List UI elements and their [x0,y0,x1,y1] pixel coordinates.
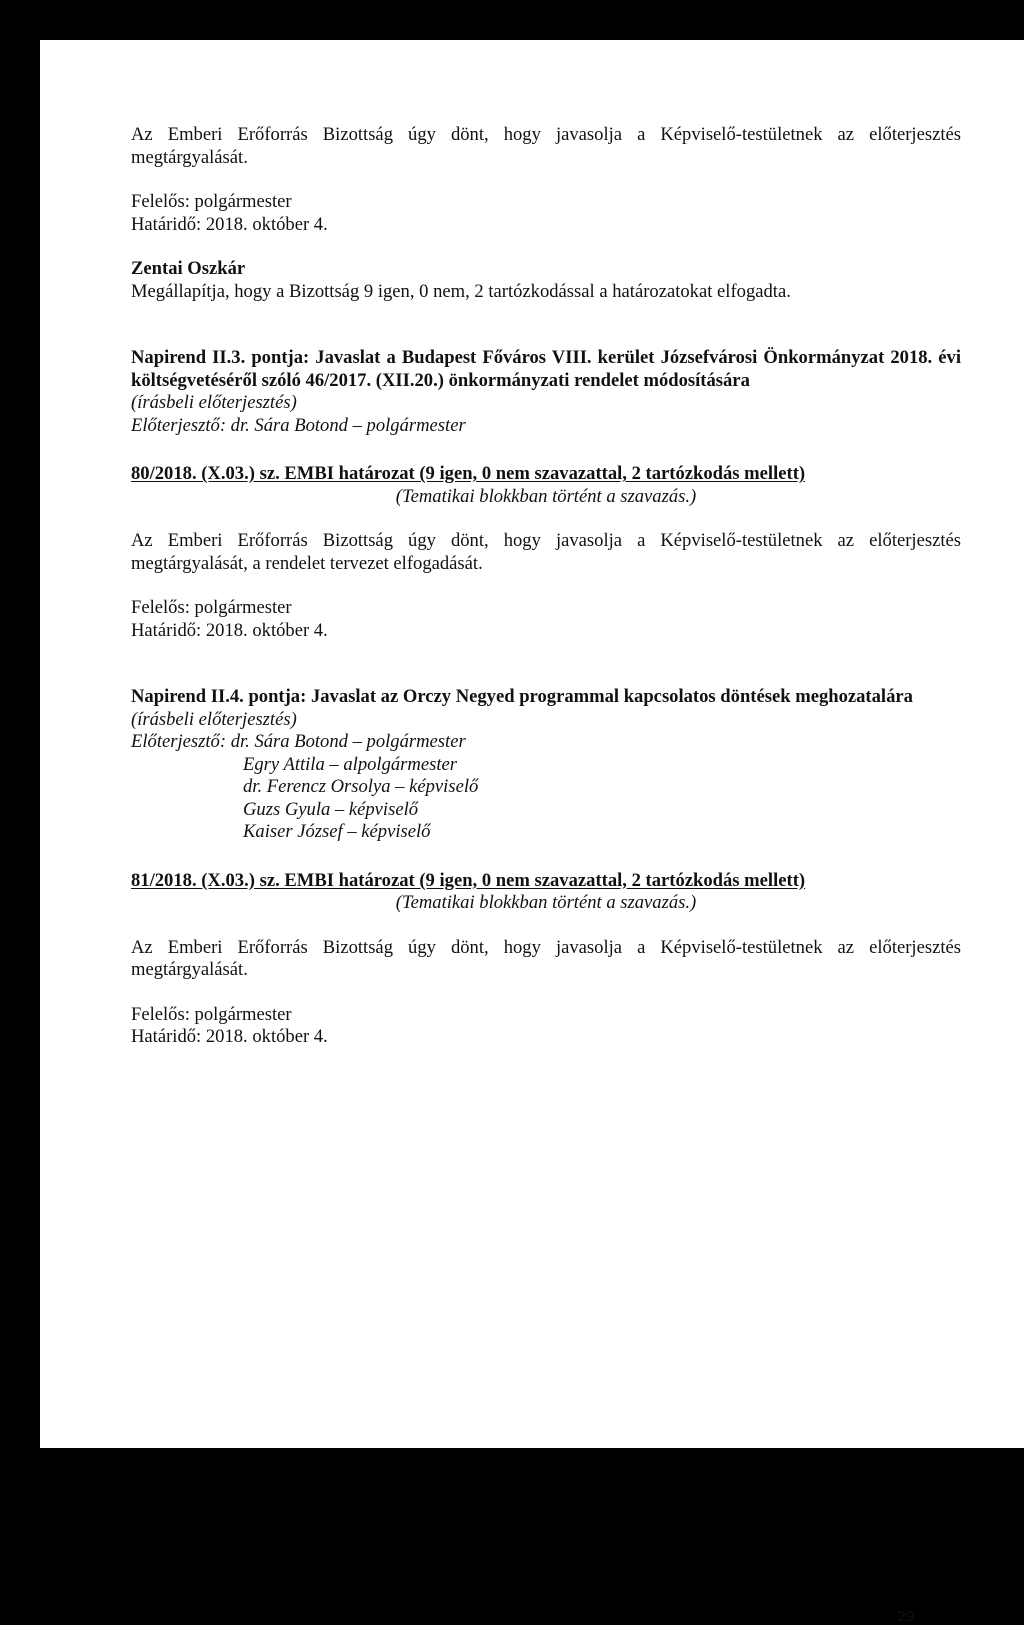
speaker-statement: Megállapítja, hogy a Bizottság 9 igen, 0 nem, 2 tartózkodással a határozatokat elfogadta. [131,280,791,302]
presenter-list [131,754,961,844]
deadline-line: Határidő: 2018. október 4. [131,1026,328,1047]
decision-paragraph: Az Emberi Erőforrás Bizottság úgy dönt, hogy javasolja a Képviselő-testületnek az előterjesztés megtárgyalását. [131,124,961,168]
resolution-title: 81/2018. (X.03.) sz. EMBI határozat (9 igen, 0 nem szavazattal, 2 tartózkodás mellett) [131,869,806,891]
presenter-entry: dr. Sára Botond – polgármester [230,731,466,752]
presenter-entry: dr. Ferencz Orsolya – képviselő [243,776,479,797]
resolution-note: (Tematikai blokkban történt a szavazás.) [395,892,697,913]
decision-paragraph: Az Emberi Erőforrás Bizottság úgy dönt, hogy javasolja a Képviselő-testületnek az előterjesztés megtárgyalását, a rendelet tervezet elfogadását. [131,530,961,574]
submission-type: (írásbeli előterjesztés) [131,708,297,730]
submission-type: (írásbeli előterjesztés) [131,392,297,413]
document-page [40,40,1024,1625]
page-content [131,124,961,1049]
presenter-line: Előterjesztő: dr. Sára Botond – polgármester [131,414,466,436]
presenter-block [131,731,961,754]
presenter-entry: Egry Attila – alpolgármester [243,753,457,775]
presenter-entry: Kaiser József – képviselő [243,821,431,842]
resolution-title: 80/2018. (X.03.) sz. EMBI határozat (9 igen, 0 nem szavazattal, 2 tartózkodás mellett) [131,463,806,484]
deadline-line: Határidő: 2018. október 4. [131,213,328,235]
agenda-item-heading: Napirend II.3. pontja: Javaslat a Budapest Főváros VIII. kerület Józsefvárosi Önkormányzat 2018. évi költségvetéséről szóló 46/2017. (XII.20.) önkormányzati rendelet módosítására [131,347,961,391]
speaker-name: Zentai Oszkár [131,258,246,279]
page-number: 29 [897,1608,914,1625]
decision-paragraph: Az Emberi Erőforrás Bizottság úgy dönt, hogy javasolja a Képviselő-testületnek az előterjesztés megtárgyalását. [131,936,961,980]
resolution-note: (Tematikai blokkban történt a szavazás.) [395,485,697,507]
agenda-item-heading: Napirend II.4. pontja: Javaslat az Orczy Negyed programmal kapcsolatos döntések meghozatalára [131,686,913,707]
presenter-label: Előterjesztő: [131,731,227,752]
responsible-line: Felelős: polgármester [131,1003,292,1025]
deadline-line: Határidő: 2018. október 4. [131,619,328,641]
presenter-entry: Guzs Gyula – képviselő [243,798,419,820]
responsible-line: Felelős: polgármester [131,597,292,618]
responsible-line: Felelős: polgármester [131,191,292,212]
